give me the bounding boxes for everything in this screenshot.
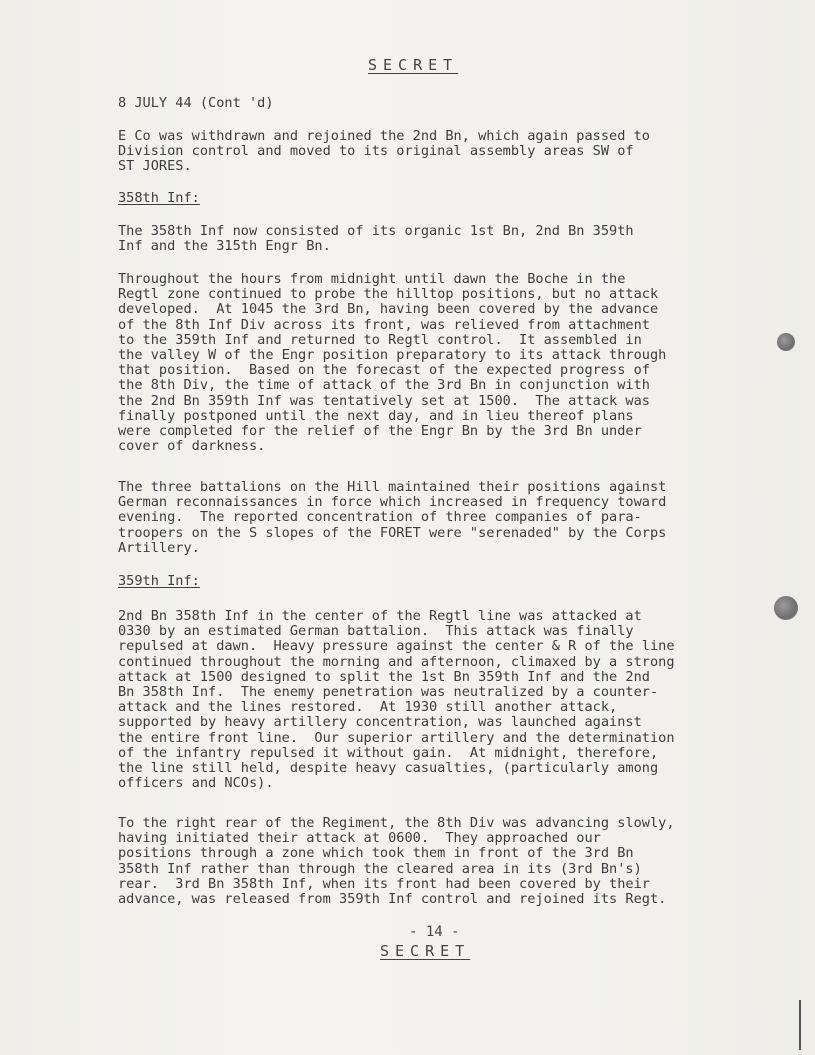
classification-footer: SECRET <box>380 942 471 960</box>
classification-header: SECRET <box>368 56 459 74</box>
paragraph-5: 2nd Bn 358th Inf in the center of the Regtl line was attacked at 0330 by an estimated German battalion. This attack was finally repulsed at dawn. Heavy pressure against the center & R of the line continued throughout the morning and afternoon, climaxed by a strong attack at 1500 designed to split the 1st Bn 359th Inf and the 2nd Bn 358th Inf. The enemy penetration was neutralized by a counter- attack and the lines restored. At 1930 still another attack, supported by heavy artillery concentration, was launched against the entire front line. Our superior artillery and the determination of the infantry repulsed it without gain. At midnight, therefore, the line still held, despite heavy casualties, (particularly among officers and NCOs). <box>118 608 675 792</box>
section-heading-358th: 358th Inf: <box>118 190 200 206</box>
page-number: - 14 - <box>409 924 460 940</box>
paragraph-1: E Co was withdrawn and rejoined the 2nd Bn, which again passed to Division control and moved to its original assembly areas SW of ST JORES. <box>118 128 650 175</box>
punch-hole-lower <box>774 596 798 620</box>
dateline: 8 JULY 44 (Cont 'd) <box>118 95 274 111</box>
punch-hole-upper <box>777 333 795 351</box>
paragraph-3: Throughout the hours from midnight until dawn the Boche in the Regtl zone continued to probe the hilltop positions, but no attack developed. At 1045 the 3rd Bn, having been covered by the advance of the 8th Inf Div across its front, was relieved from attachment to the 359th Inf and returned to Regtl control. It assembled in the valley W of the Engr position preparatory to its attack through that position. Based on the forecast of the expected progress of the 8th Div, the time of attack of the 3rd Bn in conjunction with the 2nd Bn 359th Inf was tentatively set at 1500. The attack was finally postponed until the next day, and in lieu thereof plans were completed for the relief of the Engr Bn by the 3rd Bn under cover of darkness. <box>118 271 667 455</box>
paragraph-6: To the right rear of the Regiment, the 8th Div was advancing slowly, having initiated their attack at 0600. They approached our positions through a zone which took them in front of the 3rd Bn 358th Inf rather than through the cleared area in its (3rd Bn's) rear. 3rd Bn 358th Inf, when its front had been covered by their advance, was released from 359th Inf control and rejoined its Regt. <box>118 815 675 908</box>
paragraph-4: The three battalions on the Hill maintained their positions against German reconnaissances in force which increased in frequency toward evening. The reported concentration of three companies of para- troopers on the S slopes of the FORET were "serenaded" by the Corps Artillery. <box>118 479 667 556</box>
paragraph-2: The 358th Inf now consisted of its organic 1st Bn, 2nd Bn 359th Inf and the 315th Engr Bn. <box>118 223 634 255</box>
section-heading-359th: 359th Inf: <box>118 573 200 589</box>
scan-edge-mark <box>799 1000 801 1050</box>
